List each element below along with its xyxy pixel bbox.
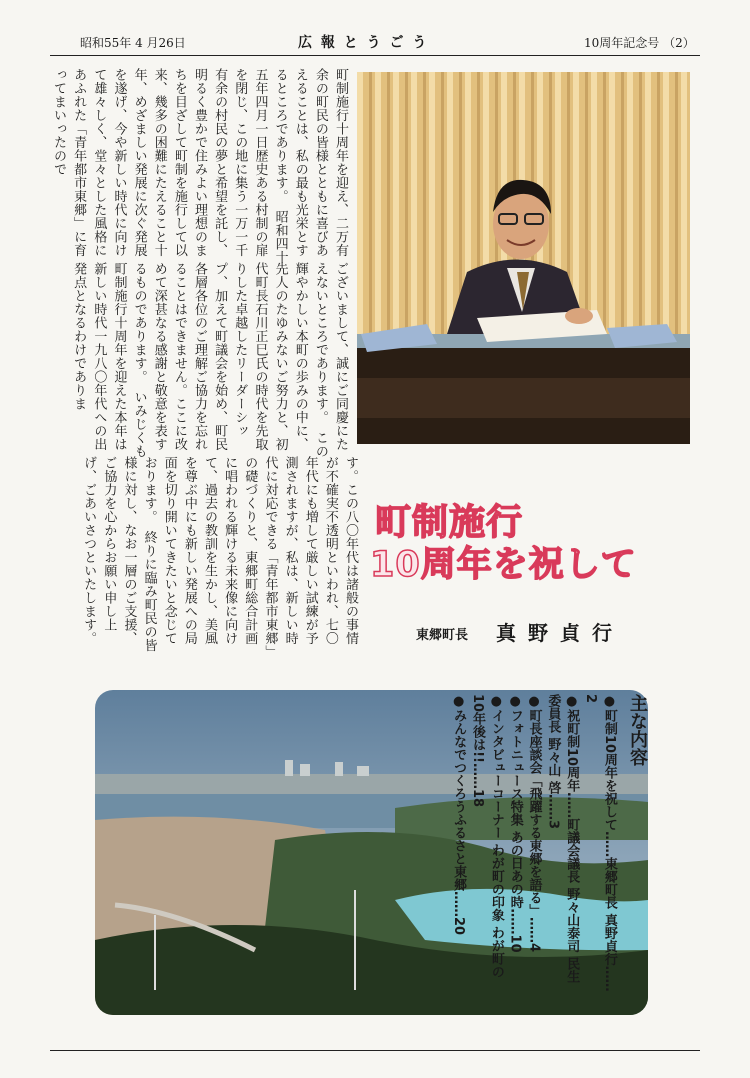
author-role: 東郷町長 <box>416 628 469 643</box>
article-text-3: す。この八〇年代は諸般の事情が不確実不透明といわれ、七〇年代にも増して厳しい試練が予測されますが、私は、新しい時代に対応できる「青年都市東郷」の礎づくりと、東郷町総合計画に唱われる輝ける未来像に向けて、過去の教訓を生かし、美風を尊ぶ中にも新しい発展への局面を切り開いてきたいと念じております。 終りに臨み町民の皆様に対し、なお一層のご支援、ご協力を心からお願い申し上げ、ごあいさつといたします。 <box>81 456 358 652</box>
article-column-2 <box>50 262 350 460</box>
toc-item: ●町制10周年を祝して……東郷町長 真野貞行……2 <box>583 694 617 992</box>
toc-item: ●祝町制10周年……町議会議長 野々山泰司 民生委員長 野々山 啓……3 <box>545 694 580 984</box>
author-name: 真野貞行 <box>496 621 624 645</box>
article-text-1: 町制施行十周年を迎え、二万有余の町民の皆様とともに喜びあえることは、私の最も光栄とするところであります。 昭和四十五年四月一日歴史ある村制の扉を閉じ、この地に集う一万一千有余の村民の夢と希望を託し、明るく豊かで住みよい理想のまちを目ざして町制を施行して以来、幾多の困難にたえること十年、めざましい発展に次ぐ発展を遂げ、今や新しい時代に向けて雄々しく、堂々とした風格にあふれた「青年都市東郷」に育ってまいったので <box>51 68 348 264</box>
header-issue: 10周年記念号 （2） <box>584 36 695 50</box>
article-column-3 <box>50 456 360 656</box>
header-rule <box>50 55 700 56</box>
feature-title-line2: 10周年を祝して <box>370 545 637 585</box>
toc-item: ●町長座談会「飛躍する東郷を語る」……4 <box>526 694 542 953</box>
toc-item: ●みんなでつくろうふるさと東郷……20 <box>451 694 467 936</box>
feature-title-line1: 町制施行 <box>375 502 524 543</box>
mayor-photo <box>357 72 690 444</box>
article-column-1 <box>50 68 350 266</box>
footer-rule <box>50 1050 700 1051</box>
header-title: 広 報 と う ご う <box>298 35 429 51</box>
header-date: 昭和55年 4 月26日 <box>80 36 186 50</box>
table-of-contents <box>300 694 650 994</box>
article-text-2: ございまして、誠にご同慶にたえないところであります。 この輝やかしい本町の歩みの中に、先人のたゆみないご努力と、初代町長石川正巳氏の時代を先取りした卓越したリーダーシップ、加えて町議会を始め、町民各層各位のご理解ご協力を忘れることはできません。ここに改めて深甚なる感謝と敬意を表するものであります。 いみじくも町制施行十周年を迎えた本年は新しい時代一九八〇年代への出発点となるわけでありま <box>71 262 348 458</box>
toc-item: ●インタビューコーナー わが町の印象 わが町の10年後は!!……18 <box>470 694 504 979</box>
toc-title: 主な内容 <box>627 694 648 766</box>
toc-item: ●フォトニュース特集 あの日あの時……10 <box>507 694 523 953</box>
